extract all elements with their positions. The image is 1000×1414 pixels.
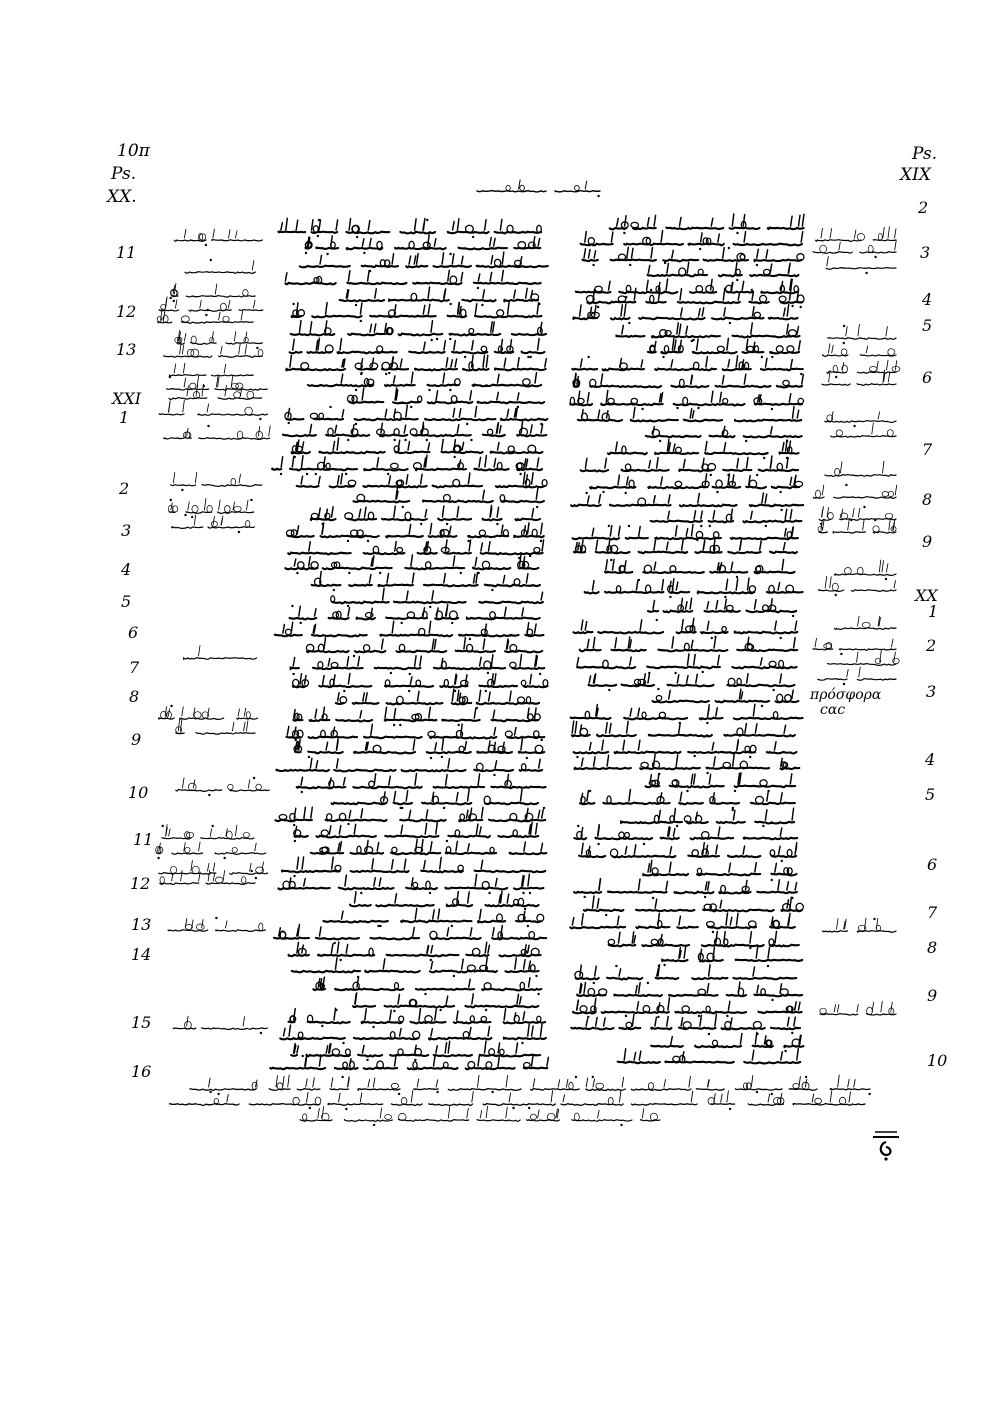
left-column-script-line <box>276 807 546 826</box>
left-margin-note <box>173 1016 267 1034</box>
left-column-script-line <box>290 605 540 625</box>
right-verse-number: 7 <box>922 440 933 459</box>
left-margin-note <box>168 499 253 519</box>
right-column-script-line <box>573 618 797 638</box>
footer-mark-icon <box>873 1128 899 1162</box>
right-column-script-line <box>571 704 803 724</box>
right-column-script-line <box>572 356 802 375</box>
left-column-script-line <box>285 555 538 575</box>
right-column-script-line <box>590 474 803 493</box>
left-column-script-line <box>276 757 542 772</box>
left-column-script-line <box>291 655 545 675</box>
right-verse-number: 2 <box>926 636 937 655</box>
right-margin-note <box>818 667 896 685</box>
left-psalm-label: XX. <box>107 187 137 207</box>
left-column-script-line <box>348 388 545 408</box>
left-margin-note <box>162 825 255 840</box>
left-verse-number: 4 <box>121 560 132 579</box>
left-verse-number: 14 <box>131 945 152 964</box>
left-column-script-line <box>311 505 540 525</box>
right-verse-number: 9 <box>922 532 933 551</box>
left-verse-number: 5 <box>121 592 132 611</box>
left-margin-note <box>168 917 265 932</box>
left-column-script-line <box>289 942 541 961</box>
left-column-script-line <box>280 1024 546 1044</box>
left-column-script-line <box>291 1041 540 1061</box>
left-column-script-line <box>324 908 544 927</box>
left-margin-note <box>185 259 255 274</box>
left-verse-number: 15 <box>131 1013 152 1032</box>
right-margin-note <box>835 616 896 629</box>
right-column-script-line <box>653 688 799 707</box>
right-column-script-line <box>608 439 799 459</box>
left-verse-number: 11 <box>116 243 137 262</box>
right-column-script-line <box>617 323 800 342</box>
left-margin-note <box>171 472 262 491</box>
left-column-script-line <box>297 773 546 793</box>
right-verse-number: 10 <box>927 1051 948 1070</box>
right-margin-note <box>819 576 896 596</box>
right-margin-note <box>825 412 896 428</box>
right-column-script-line <box>651 1032 803 1052</box>
left-column-script-line <box>311 840 547 855</box>
right-margin-note <box>828 650 900 665</box>
left-verse-number: 8 <box>129 687 140 706</box>
left-column-script-line <box>272 455 542 475</box>
left-column-script-line <box>286 523 543 542</box>
left-margin-note <box>159 400 267 420</box>
left-verse-number: XXI <box>112 389 142 408</box>
left-column-script-line <box>350 891 539 906</box>
right-margin-note <box>831 423 896 437</box>
header-ornament-script <box>477 180 600 197</box>
right-margin-note <box>825 461 896 476</box>
right-margin-note <box>813 241 896 259</box>
right-verse-number: 6 <box>927 855 938 874</box>
right-column-script-line <box>608 931 799 946</box>
footer-signature-mark <box>873 1128 899 1162</box>
right-verse-number: 2 <box>918 198 929 217</box>
left-column-script-line <box>332 789 538 809</box>
left-column-script-line <box>292 302 542 322</box>
right-column-script-line <box>648 598 796 617</box>
left-verse-number: 11 <box>133 830 154 849</box>
greek-annotation-line: πρόσφορα <box>810 687 882 703</box>
right-column-script-line <box>651 509 802 527</box>
left-margin-note <box>174 229 262 246</box>
right-margin-note <box>813 484 896 499</box>
right-column-script-line <box>573 998 802 1018</box>
left-margin-note <box>175 331 263 350</box>
footnote-script-line <box>190 1075 871 1095</box>
left-verse-number: 13 <box>131 915 152 934</box>
right-column-script-line <box>577 654 796 673</box>
left-column-script-line <box>294 738 544 758</box>
right-verse-number: 4 <box>925 750 936 769</box>
left-margin-note <box>172 514 255 533</box>
left-column-script-line <box>283 421 546 441</box>
left-margin-note <box>176 719 255 734</box>
right-margin-note <box>820 1001 896 1015</box>
left-verse-number: 10 <box>128 783 149 802</box>
left-column-script-line <box>285 270 540 289</box>
left-margin-note <box>159 297 263 316</box>
right-column-script-line <box>580 637 798 652</box>
left-column-script-line <box>313 976 541 995</box>
right-column-script-line <box>581 231 803 251</box>
right-column-script-line <box>570 390 803 410</box>
right-column-script-line <box>585 578 803 598</box>
left-margin-note <box>156 842 266 859</box>
left-column-script-line <box>297 472 547 487</box>
left-verse-number: 1 <box>119 408 130 427</box>
page-number: 10π <box>117 141 150 161</box>
left-column-script-line <box>331 588 543 608</box>
left-verse-number: 16 <box>131 1062 152 1081</box>
left-column-script-line <box>288 540 543 559</box>
left-verse-number: 2 <box>119 479 130 498</box>
right-verse-number: 6 <box>922 368 933 387</box>
left-column-script-line <box>300 252 548 272</box>
left-column-script-line <box>294 822 539 842</box>
footnote-script-line <box>170 1090 866 1110</box>
right-column-script-line <box>662 947 802 966</box>
right-verse-number: 3 <box>926 682 937 701</box>
left-column-script-line <box>291 321 546 341</box>
right-column-script-line <box>648 338 800 358</box>
right-verse-number: 7 <box>927 903 938 922</box>
right-column-script-line <box>574 538 797 553</box>
right-column-script-line <box>579 843 797 863</box>
right-ps-label: Ps. <box>912 144 938 164</box>
right-column-script-line <box>572 721 795 736</box>
right-verse-number: 5 <box>922 316 933 335</box>
right-column-script-line <box>581 456 799 476</box>
left-margin-note <box>164 343 263 358</box>
right-column-script-line <box>580 790 795 810</box>
right-psalm-label: XIX <box>900 165 931 185</box>
right-verse-number: 1 <box>928 602 939 621</box>
right-column-script-line <box>589 672 795 691</box>
left-column-script-line <box>354 489 544 503</box>
left-column-script-line <box>293 707 540 726</box>
left-column-script-line <box>289 1008 546 1028</box>
right-column-script-line <box>571 1014 800 1034</box>
left-verse-number: 3 <box>121 521 132 540</box>
left-column-script-line <box>292 673 547 692</box>
right-column-script-line <box>574 879 797 899</box>
left-verse-number: 9 <box>131 730 142 749</box>
right-margin-note <box>826 257 896 275</box>
right-verse-number: 4 <box>922 290 933 309</box>
right-column-script-line <box>575 754 800 774</box>
left-column-script-line <box>285 405 547 425</box>
greek-annotation-line: ϲαϲ <box>820 701 846 718</box>
right-verse-number: 3 <box>920 243 931 262</box>
left-margin-note <box>171 283 256 302</box>
right-column-script-line <box>573 525 798 540</box>
right-column-script-line <box>573 374 803 388</box>
right-margin-note <box>819 506 896 525</box>
left-column-script-line <box>274 925 546 945</box>
right-margin-note <box>823 342 896 357</box>
left-column-script-line <box>353 993 538 1012</box>
right-margin-note <box>813 638 896 655</box>
left-column-script-line <box>306 638 542 658</box>
left-verse-number: 12 <box>130 874 151 893</box>
right-margin-note <box>828 324 896 339</box>
left-column-script-line <box>305 234 541 254</box>
left-column-script-line <box>292 957 539 977</box>
right-column-script-line <box>582 247 804 266</box>
left-margin-note <box>169 384 262 399</box>
right-column-script-line <box>578 407 801 422</box>
left-column-script-line <box>336 689 539 709</box>
left-column-script-line <box>278 874 543 894</box>
left-column-script-line <box>282 857 545 872</box>
right-column-script-line <box>618 1049 801 1064</box>
left-column-script-line <box>275 621 544 636</box>
left-margin-note <box>160 870 255 885</box>
right-column-script-line <box>573 304 797 324</box>
right-column-script-line <box>571 492 803 511</box>
right-column-script-line <box>575 965 796 985</box>
left-margin-note <box>169 363 253 376</box>
right-column-script-line <box>584 896 804 911</box>
left-column-script-line <box>286 355 546 375</box>
right-margin-note <box>816 227 896 242</box>
right-column-script-line <box>610 214 804 234</box>
right-verse-number: 5 <box>925 785 936 804</box>
left-margin-note <box>167 376 268 390</box>
right-verse-number: 9 <box>927 986 938 1005</box>
right-column-script-line <box>577 982 802 1001</box>
left-verse-number: 12 <box>116 302 137 321</box>
right-column-script-line <box>643 861 796 876</box>
left-margin-note <box>176 777 269 796</box>
right-verse-number: XX <box>915 586 938 605</box>
left-verse-number: 6 <box>128 623 139 642</box>
left-column-script-line <box>292 438 543 458</box>
right-margin-note <box>835 560 896 580</box>
left-ps-label: Ps. <box>111 164 137 184</box>
right-verse-number: 8 <box>922 490 933 509</box>
right-column-script-line <box>646 773 796 792</box>
right-column-script-line <box>648 262 799 277</box>
right-column-script-line <box>605 559 795 578</box>
right-column-script-line <box>570 913 795 933</box>
left-margin-note <box>164 425 271 440</box>
left-margin-note <box>159 705 258 720</box>
left-margin-note <box>184 646 257 660</box>
left-column-script-line <box>308 372 541 391</box>
left-verse-number: 13 <box>116 340 137 359</box>
right-verse-number: 8 <box>927 938 938 957</box>
footnote-script-line <box>300 1106 660 1126</box>
right-margin-note <box>823 918 897 932</box>
left-column-script-line <box>312 572 540 592</box>
left-verse-number: 7 <box>129 658 140 677</box>
left-column-script-line <box>287 724 545 743</box>
left-column-script-line <box>290 338 545 358</box>
right-column-script-line <box>574 825 797 840</box>
right-column-script-line <box>621 808 794 823</box>
right-column-script-line <box>574 740 797 758</box>
